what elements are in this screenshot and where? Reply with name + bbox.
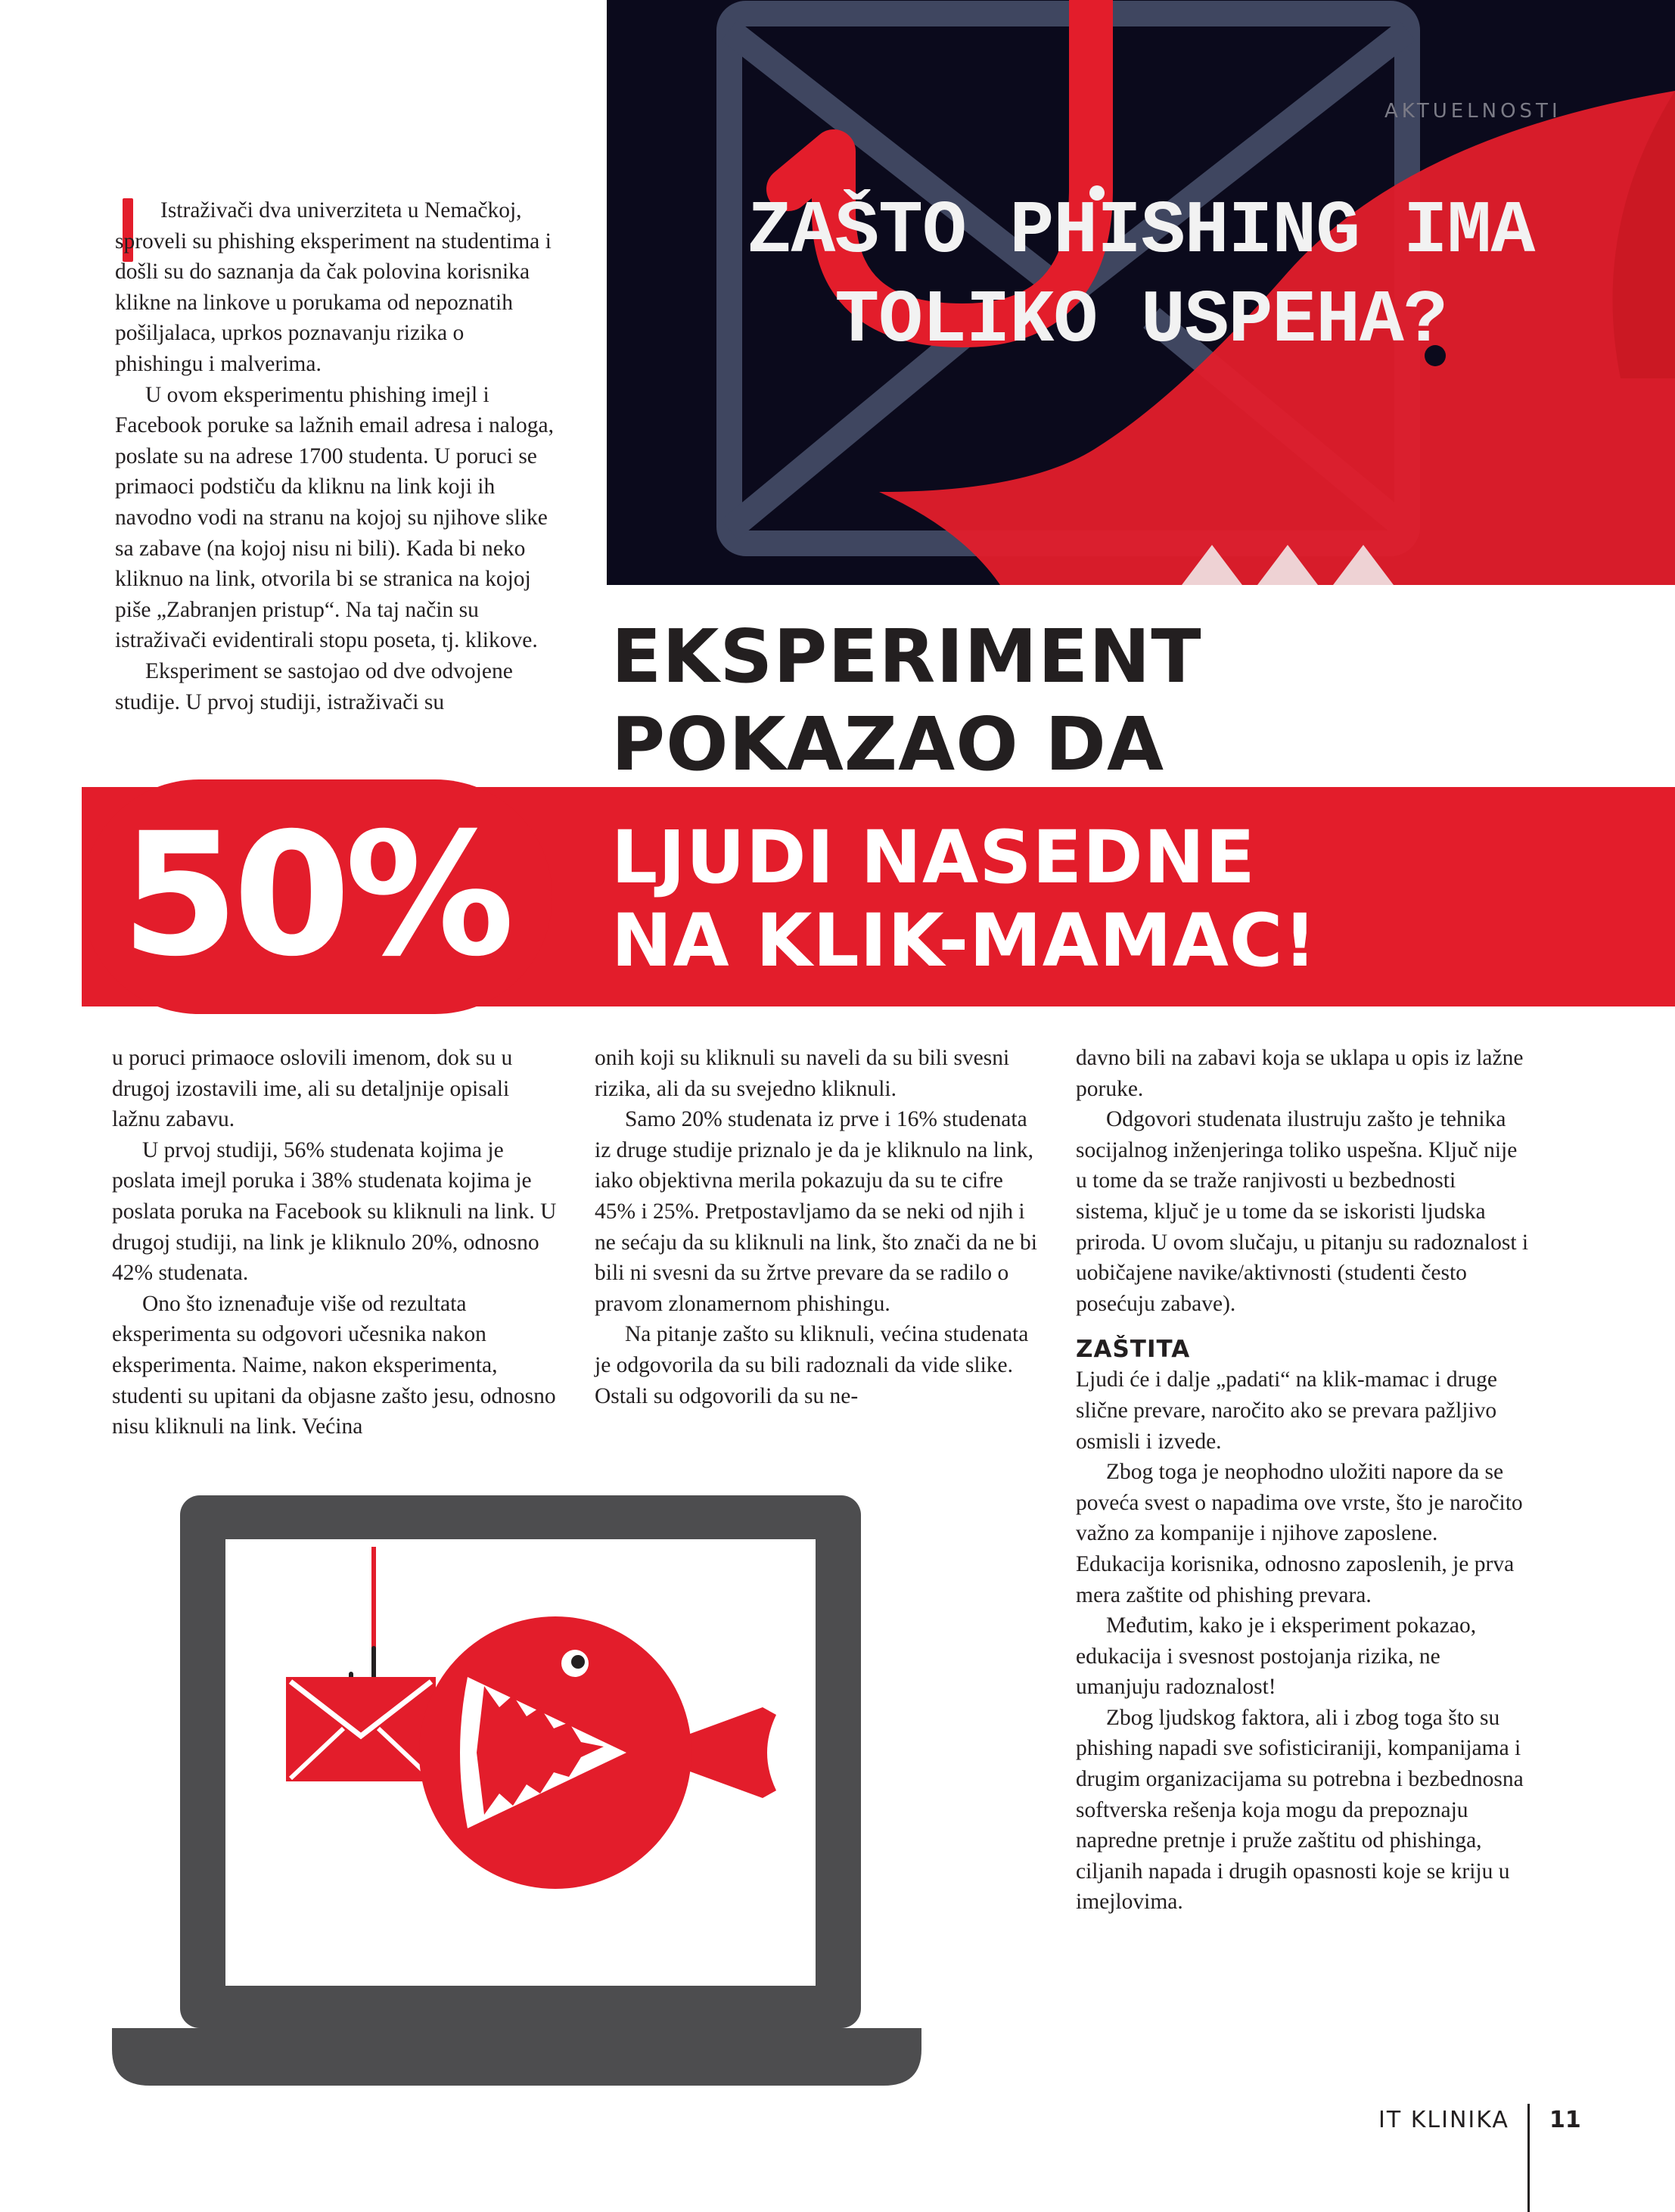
intro-paragraph-2: U ovom eksperimentu phishing imejl i Facebook poruke sa lažnih email adresa i naloga, poslate su na adrese 1700 studenta. U poruci se primaoci podstiču da kliknu na link koji ih navodno vodi na stranu na kojoj su njihove slike sa zabave (na kojoj nisu ni bili). Kada bi neko kliknuo na link, otvorila bi se stranica na kojoj piše „Zabranjen pristup“. Na taj način su istraživači evidentirali stopu poseta, tj. klikove. <box>115 382 554 653</box>
headline-line2: POKAZAO DA <box>611 702 1165 787</box>
intro-column <box>115 195 554 717</box>
col3-paragraph-6: Zbog ljudskog faktora, ali i zbog toga što su phishing napadi sve sofisticiraniji, kompanijama i drugim organizacijama su potrebna i bezbednosna softverska rešenja koja mogu da prepoznaju napredne pretnje i pruže zaštitu od phishinga, ciljanih napada i drugih opasnosti koje se kriju u imejlovima. <box>1076 1705 1524 1915</box>
col2-paragraph-2: Samo 20% studenata iz prve i 16% studenata iz druge studije priznalo je da je kliknulo na link, iako objektivna merila pokazuju da su te cifre 45% i 25%. Pretpostavljamo da se neki od njih i ne sećaju da su kliknuli na link, što znači da ne bi bili ni svesni da su žrtve prevare da se radilo o pravom zlonamernom phishingu. <box>595 1107 1037 1316</box>
laptop-illustration <box>112 1488 921 2086</box>
body-column-1 <box>112 1043 558 1442</box>
headline <box>611 613 1202 789</box>
headline-band-text <box>611 816 1317 982</box>
col3-paragraph-1: davno bili na zabavi koja se uklapa u opis iz lažne poruke. <box>1076 1046 1524 1101</box>
hero-title-line2: TOLIKO USPEHA? <box>834 279 1447 363</box>
footer-divider <box>1527 2104 1530 2212</box>
body-column-3 <box>1076 1043 1530 1918</box>
publication-name: IT KLINIKA <box>1378 2107 1509 2133</box>
col3-paragraph-2: Odgovori studenata ilustruju zašto je tehnika socijalnog inženjeringa toliko uspešna. Ključ nije u tome da se traže ranjivosti u bezbednosti sistema, ključ je u tome da se iskoristi ljudska priroda. U ovom slučaju, u pitanju su radoznalost i uobičajene navike/aktivnosti (studenti često posećuju zabave). <box>1076 1107 1529 1316</box>
headline-line4: NA KLIK-MAMAC! <box>611 898 1318 983</box>
col1-paragraph-2: U prvoj studiji, 56% studenata kojima je poslata imejl poruka i 38% studenata kojima je poslata poruka na Facebook su kliknuli na link. U drugoj studiji, na link je kliknulo 20%, odnosno 42% studenata. <box>112 1137 557 1286</box>
intro-paragraph-3: Eksperiment se sastojao od dve odvojene studije. U prvoj studiji, istraživači su <box>115 658 513 714</box>
section-label: AKTUELNOSTI <box>1384 100 1562 123</box>
col2-paragraph-3: Na pitanje zašto su kliknuli, većina studenata je odgovorila da su bili radoznali da vide slike. Ostali su odgovorili da su ne- <box>595 1322 1029 1408</box>
intro-paragraph-1: Istraživači dva univerziteta u Nemačkoj, sproveli su phishing eksperiment na studentima i došli su do saznanja da čak polovina korisnika klikne na linkove u porukama od nepoznatih pošiljalaca, uprkos poznavanju rizika o phishingu i malverima. <box>115 198 552 376</box>
section-subheading: ZAŠTITA <box>1076 1336 1191 1364</box>
hero-title-line1: ZAŠTO PHISHING IMA <box>747 190 1535 274</box>
col1-paragraph-3: Ono što iznenađuje više od rezultata eksperimenta su odgovori učesnika nakon eksperimenta. Naime, nakon eksperimenta, studenti su upitani da objasne zašto jesu, odnosno nisu kliknuli na link. Većina <box>112 1291 556 1439</box>
percent-figure: 50% <box>121 796 509 994</box>
headline-line3: LJUDI NASEDNE <box>611 815 1256 900</box>
col2-paragraph-1: onih koji su kliknuli su naveli da su bili svesni rizika, ali da su svejedno kliknuli. <box>595 1046 1010 1101</box>
page-number: 11 <box>1549 2107 1581 2133</box>
col3-paragraph-5: Međutim, kako je i eksperiment pokazao, edukacija i svesnost postojanja rizika, ne umanjuju radoznalost! <box>1076 1613 1477 1700</box>
headline-line1: EKSPERIMENT <box>611 614 1202 699</box>
col1-paragraph-1: u poruci primaoce oslovili imenom, dok su u drugoj izostavili ime, ali su detaljnije opisali lažnu zabavu. <box>112 1046 513 1132</box>
col3-paragraph-3: Ljudi će i dalje „padati“ na klik-mamac i druge slične prevare, naročito ako se prevara pažljivo osmisli i izvede. <box>1076 1367 1497 1454</box>
body-column-2 <box>595 1043 1041 1411</box>
hero-title <box>607 188 1675 366</box>
hero-image <box>607 0 1675 585</box>
col3-paragraph-4: Zbog toga je neophodno uložiti napore da se poveća svest o napadima ove vrste, što je naročito važno za kompanije i njihove zaposlene. Edukacija korisnika, odnosno zaposlenih, je prva mera zaštite od phishing prevara. <box>1076 1460 1523 1607</box>
